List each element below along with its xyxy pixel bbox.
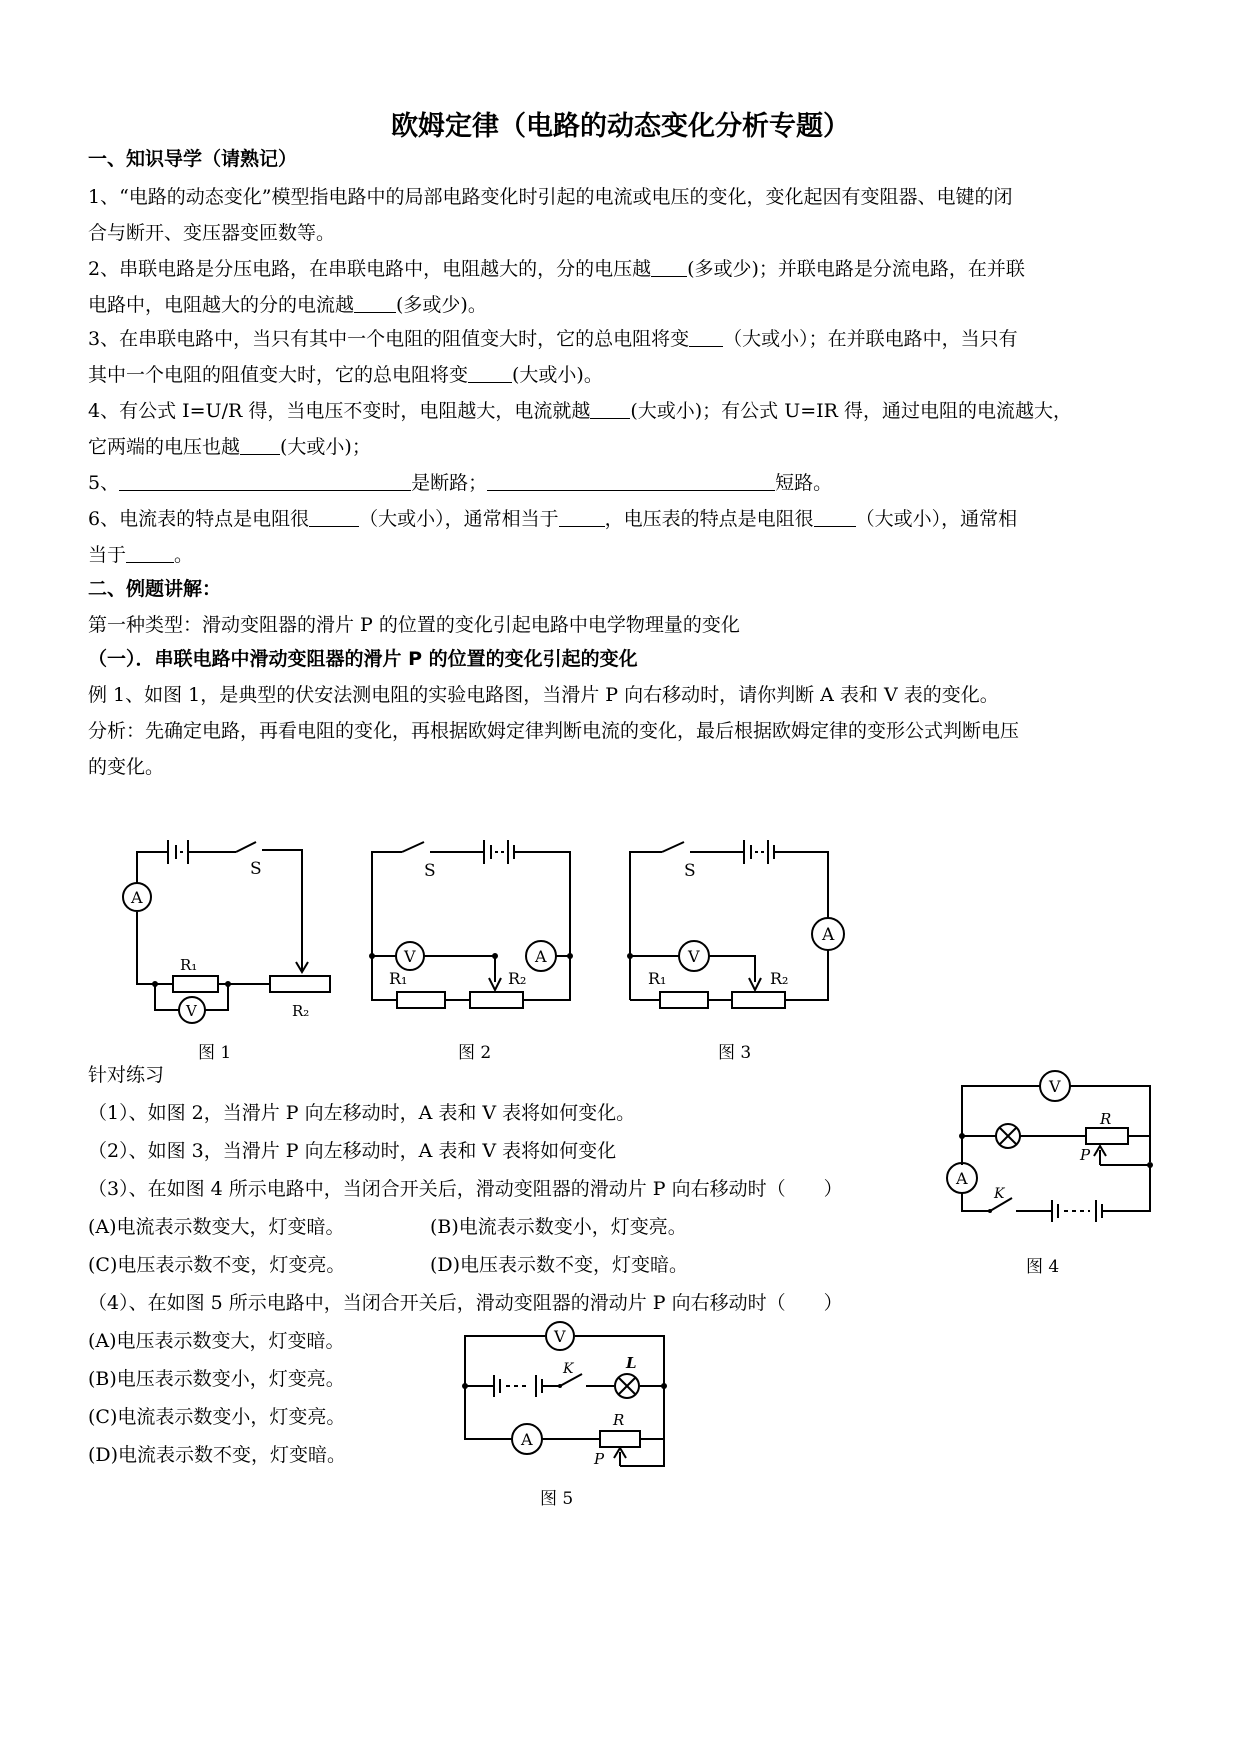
paragraph-6-line-2: 当于 。 (88, 544, 194, 566)
figure-1-caption: 图 1 (198, 1043, 232, 1063)
svg-text:R₁: R₁ (180, 956, 198, 974)
figure-2-caption: 图 2 (458, 1043, 492, 1063)
svg-text:L: L (626, 1354, 637, 1372)
svg-text:V: V (1049, 1077, 1061, 1096)
question-4-option-b: (B)电压表示数变小，灯变亮。 (88, 1368, 345, 1390)
svg-text:R₂: R₂ (292, 1002, 310, 1020)
section-heading-knowledge: 一、知识导学（请熟记） (88, 148, 298, 170)
svg-text:V: V (186, 1002, 197, 1020)
paragraph-1-line-2: 合与断开、变压器变匝数等。 (88, 222, 336, 244)
paragraph-3-line-1: 3、在串联电路中，当只有其中一个电阻的阻值变大时，它的总电阻将变 （大或小）；在并联电路中，当只有 (88, 328, 1018, 350)
paragraph-6-line-1: 6、电流表的特点是电阻很 （大或小），通常相当于 ，电压表的特点是电阻很 （大或小），通常相 (88, 508, 1018, 530)
question-4-option-d: (D)电流表示数不变，灯变暗。 (88, 1444, 347, 1466)
svg-text:R: R (613, 1411, 625, 1429)
page-title: 欧姆定律（电路的动态变化分析专题） (391, 111, 850, 142)
svg-text:R: R (1100, 1110, 1112, 1128)
analysis-line-1: 分析：先确定电路，再看电阻的变化，再根据欧姆定律判断电流的变化，最后根据欧姆定律的变形公式判断电压 (88, 720, 1020, 742)
question-3: （3）、在如图 4 所示电路中，当闭合开关后，滑动变阻器的滑动片 P 向右移动时（ ） (88, 1178, 843, 1200)
paragraph-4-line-1: 4、有公式 I=U/R 得，当电压不变时，电阻越大，电流就越 (大或小)；有公式 U=IR 得，通过电阻的电流越大， (88, 400, 1072, 422)
svg-text:K: K (994, 1186, 1005, 1202)
svg-text:S: S (250, 859, 262, 879)
question-2: （2）、如图 3，当滑片 P 向左移动时，A 表和 V 表将如何变化 (88, 1140, 617, 1162)
example-1: 例 1、如图 1，是典型的伏安法测电阻的实验电路图，当滑片 P 向右移动时，请你判断 A 表和 V 表的变化。 (88, 684, 999, 706)
analysis-line-2: 的变化。 (88, 756, 165, 778)
type-1-heading: 第一种类型：滑动变阻器的滑片 P 的位置的变化引起电路中电学物理量的变化 (88, 614, 740, 636)
svg-text:A: A (956, 1169, 968, 1188)
svg-text:V: V (554, 1327, 566, 1346)
subsection-heading: （一）．串联电路中滑动变阻器的滑片 P 的位置的变化引起的变化 (88, 648, 638, 670)
svg-text:R₁: R₁ (389, 969, 408, 988)
figure-4-caption: 图 4 (1026, 1257, 1060, 1277)
question-3-option-b: (B)电流表示数变小，灯变亮。 (430, 1216, 687, 1238)
svg-text:P: P (594, 1450, 605, 1468)
svg-text:S: S (424, 861, 436, 881)
question-3-option-d: (D)电压表示数不变，灯变暗。 (430, 1254, 689, 1276)
question-1: （1）、如图 2，当滑片 P 向左移动时，A 表和 V 表将如何变化。 (88, 1102, 636, 1124)
paragraph-2-line-1: 2、串联电路是分压电路，在串联电路中，电阻越大的，分的电压越 (多或少)；并联电路是分流电路，在并联 (88, 258, 1025, 280)
svg-text:R₂: R₂ (770, 969, 789, 988)
svg-text:A: A (521, 1430, 533, 1449)
paragraph-5: 5、 是断路； 短路。 (88, 472, 833, 494)
paragraph-3-line-2: 其中一个电阻的阻值变大时，它的总电阻将变 (大或小)。 (88, 364, 603, 386)
question-4-option-a: (A)电压表示数变大，灯变暗。 (88, 1330, 345, 1352)
svg-text:A: A (535, 947, 547, 966)
figure-5-caption: 图 5 (540, 1489, 574, 1509)
section-heading-examples: 二、例题讲解： (88, 578, 222, 600)
svg-text:V: V (404, 947, 416, 966)
svg-text:A: A (131, 888, 143, 907)
svg-text:R₂: R₂ (508, 969, 527, 988)
svg-text:P: P (1080, 1146, 1091, 1164)
figure-3-caption: 图 3 (718, 1043, 752, 1063)
paragraph-4-line-2: 它两端的电压也越 (大或小)； (88, 436, 371, 458)
svg-text:R₁: R₁ (648, 969, 667, 988)
paragraph-2-line-2: 电路中，电阻越大的分的电流越 (多或少)。 (88, 294, 487, 316)
practice-heading: 针对练习 (88, 1064, 165, 1086)
question-3-option-a: (A)电流表示数变大，灯变暗。 (88, 1216, 345, 1238)
question-3-option-c: (C)电压表示数不变，灯变亮。 (88, 1254, 346, 1276)
question-4-option-c: (C)电流表示数变小，灯变亮。 (88, 1406, 346, 1428)
svg-text:A: A (822, 925, 835, 945)
svg-text:V: V (688, 947, 700, 966)
question-4: （4）、在如图 5 所示电路中，当闭合开关后，滑动变阻器的滑动片 P 向右移动时（ ） (88, 1292, 843, 1314)
svg-text:S: S (684, 861, 696, 881)
svg-text:K: K (563, 1361, 574, 1377)
paragraph-1-line-1: 1、“电路的动态变化”模型指电路中的局部电路变化时引起的电流或电压的变化，变化起因有变阻器、电键的闭 (88, 186, 1013, 208)
